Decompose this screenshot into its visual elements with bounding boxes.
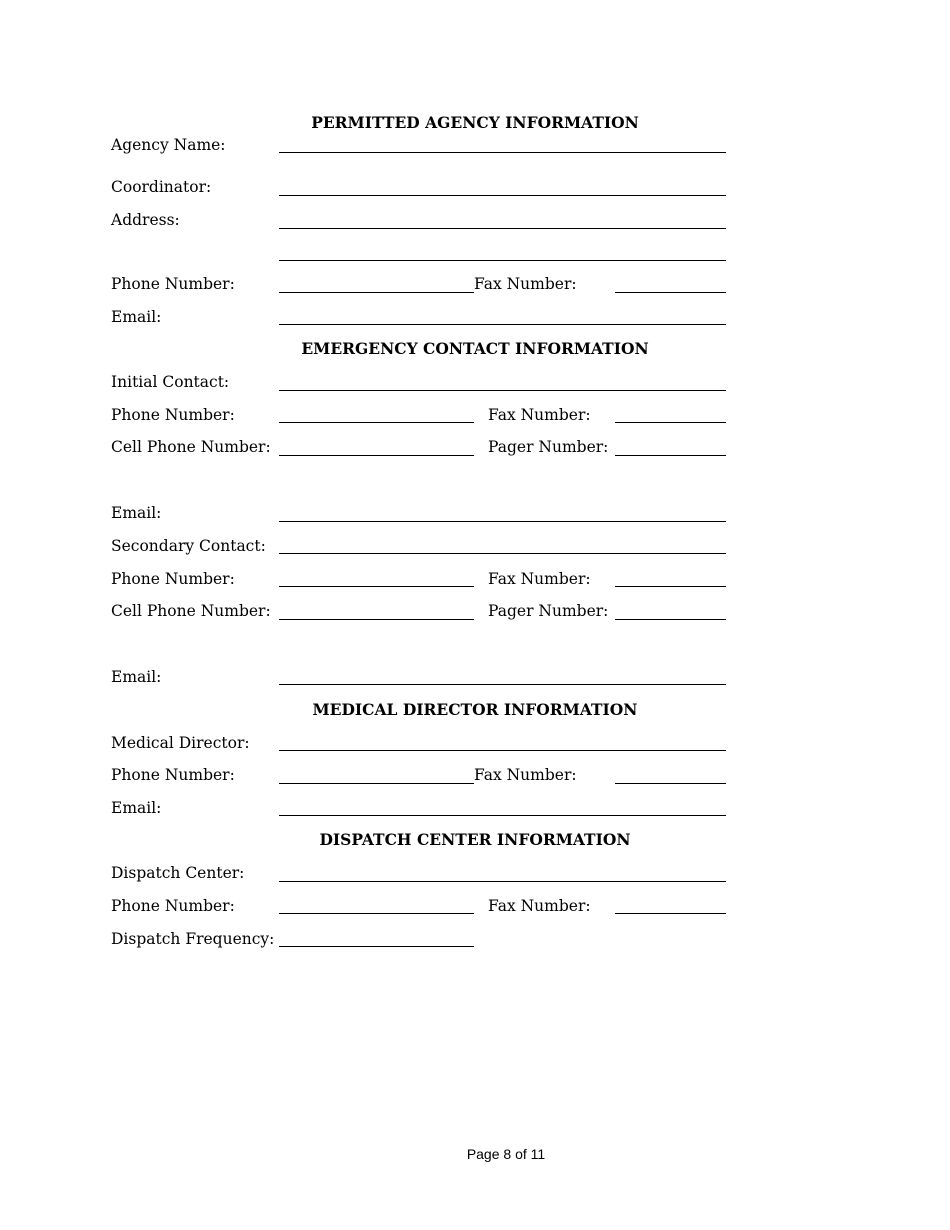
address-field-line-1[interactable] (279, 228, 726, 229)
agency-section-heading: PERMITTED AGENCY INFORMATION (311, 113, 639, 132)
initial-contact-field[interactable] (279, 390, 726, 391)
secondary-phone-field[interactable] (279, 586, 474, 587)
medical-email-field[interactable] (279, 815, 726, 816)
secondary-pager-label: Pager Number: (488, 602, 609, 620)
initial-cell-label: Cell Phone Number: (111, 438, 271, 456)
initial-fax-label: Fax Number: (488, 406, 591, 424)
initial-pager-field[interactable] (615, 455, 726, 456)
dispatch-phone-field[interactable] (279, 913, 474, 914)
medical-fax-label: Fax Number: (474, 766, 577, 784)
initial-fax-field[interactable] (615, 422, 726, 423)
medical-section-heading: MEDICAL DIRECTOR INFORMATION (312, 700, 638, 719)
coordinator-label: Coordinator: (111, 178, 212, 196)
medical-director-field[interactable] (279, 750, 726, 751)
medical-phone-field[interactable] (279, 783, 474, 784)
secondary-pager-field[interactable] (615, 619, 726, 620)
secondary-phone-label: Phone Number: (111, 570, 235, 588)
dispatch-frequency-field[interactable] (279, 946, 474, 947)
initial-phone-label: Phone Number: (111, 406, 235, 424)
dispatch-frequency-label: Dispatch Frequency: (111, 930, 275, 948)
address-label: Address: (111, 211, 180, 229)
medical-director-label: Medical Director: (111, 734, 250, 752)
agency-phone-field[interactable] (279, 292, 474, 293)
initial-email-label: Email: (111, 504, 162, 522)
agency-email-field[interactable] (279, 324, 726, 325)
agency-name-field[interactable] (279, 152, 726, 153)
initial-pager-label: Pager Number: (488, 438, 609, 456)
emergency-section-heading: EMERGENCY CONTACT INFORMATION (301, 339, 649, 358)
initial-phone-field[interactable] (279, 422, 474, 423)
initial-cell-field[interactable] (279, 455, 474, 456)
secondary-fax-field[interactable] (615, 586, 726, 587)
dispatch-fax-field[interactable] (615, 913, 726, 914)
agency-phone-label: Phone Number: (111, 275, 235, 293)
agency-fax-label: Fax Number: (474, 275, 577, 293)
secondary-contact-label: Secondary Contact: (111, 537, 266, 555)
coordinator-field[interactable] (279, 195, 726, 196)
dispatch-phone-label: Phone Number: (111, 897, 235, 915)
page-number: Page 8 of 11 (466, 1146, 546, 1162)
medical-email-label: Email: (111, 799, 162, 817)
dispatch-section-heading: DISPATCH CENTER INFORMATION (319, 830, 631, 849)
medical-phone-label: Phone Number: (111, 766, 235, 784)
secondary-contact-field[interactable] (279, 553, 726, 554)
initial-email-field[interactable] (279, 521, 726, 522)
initial-contact-label: Initial Contact: (111, 373, 230, 391)
address-field-line-2[interactable] (279, 260, 726, 261)
dispatch-center-label: Dispatch Center: (111, 864, 245, 882)
dispatch-fax-label: Fax Number: (488, 897, 591, 915)
secondary-cell-field[interactable] (279, 619, 474, 620)
secondary-email-field[interactable] (279, 684, 726, 685)
agency-fax-field[interactable] (615, 292, 726, 293)
secondary-email-label: Email: (111, 668, 162, 686)
medical-fax-field[interactable] (615, 783, 726, 784)
dispatch-center-field[interactable] (279, 881, 726, 882)
agency-name-label: Agency Name: (111, 136, 226, 154)
agency-email-label: Email: (111, 308, 162, 326)
secondary-fax-label: Fax Number: (488, 570, 591, 588)
secondary-cell-label: Cell Phone Number: (111, 602, 271, 620)
